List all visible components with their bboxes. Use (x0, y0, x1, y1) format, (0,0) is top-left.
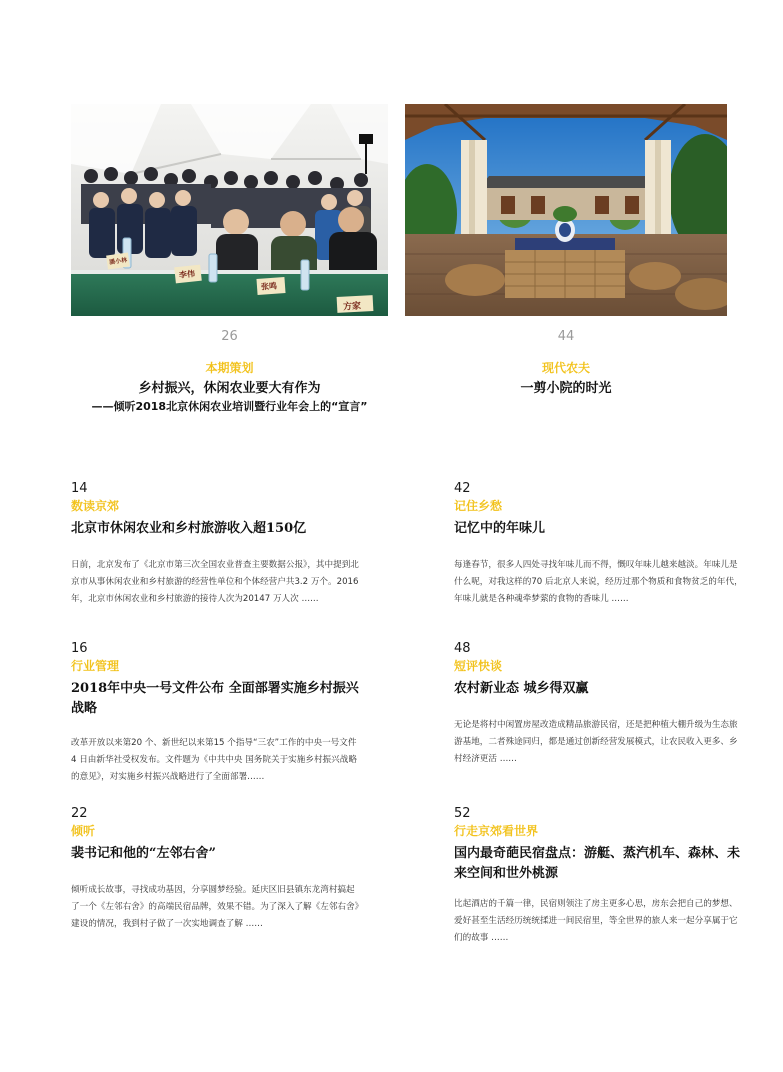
article-entry[interactable] (71, 806, 361, 933)
article-title: 裴书记和他的“左邻右舍” (71, 846, 216, 861)
article-category: 记住乡愁 (454, 499, 503, 513)
article-summary: 无论是将村中闲置房屋改造成精品旅游民宿，还是把种植大棚升级为生态旅游基地，二者殊途同归，都是通过创新经营发展模式，让农民收入更多、乡村经济更活 …… (454, 720, 738, 764)
article-summary: 改革开放以来第20 个、新世纪以来第15 个指导“三农”工作的中央一号文件4 日由新华社受权发布。文件题为《中共中央 国务院关于实施乡村振兴战略的意见》，对实施乡村振兴战略进行了全面部署…… (71, 738, 357, 782)
article-summary: 倾听成长故事，寻找成功基因，分享圆梦经验。延庆区旧县镇东龙湾村搞起了一个《左邻右舍》的高端民宿品牌，效果不错。为了深入了解《左邻右舍》建设的情况，我到村子做了一次实地调查了解 …… (71, 885, 359, 929)
article-summary: 比起酒店的千篇一律，民宿则领注了房主更多心思，房东会把自己的梦想、爱好甚至生活经历统统揉进一间民宿里，等全世界的旅人来一起分享属于它们的故事 …… (454, 899, 738, 943)
article-entry[interactable] (454, 481, 744, 608)
article-entry[interactable] (454, 641, 744, 768)
featured-category: 现代农夫 (541, 361, 590, 375)
article-summary: 日前，北京发布了《北京市第三次全国农业普查主要数据公报》，其中提到北京市从事休闲农业和乡村旅游的经营性单位和个体经营户共3.2 万个。2016 年，北京市休闲农业和乡村旅游的接待人次为20147 万人次 …… (71, 560, 359, 604)
article-title: 国内最奇葩民宿盘点：游艇、蒸汽机车、森林、未来空间和世外桃源 (454, 846, 741, 881)
article-category: 行走京郊看世界 (454, 824, 539, 838)
name-card-4: 方家 (342, 301, 362, 313)
article-entry[interactable] (71, 481, 361, 608)
article-category: 倾听 (71, 824, 96, 838)
article-page-number: 52 (454, 806, 471, 821)
article-category: 短评快谈 (454, 659, 503, 673)
article-entry[interactable] (454, 806, 744, 947)
featured-article-right[interactable] (405, 328, 727, 398)
article-category: 行业管理 (71, 659, 120, 673)
featured-title: 一剪小院的时光 (520, 381, 612, 396)
name-card-1: 潘小林 (108, 256, 128, 267)
featured-title: 乡村振兴，休闲农业要大有作为 (138, 381, 321, 396)
featured-category: 本期策划 (205, 361, 254, 375)
featured-page-number: 44 (557, 329, 575, 344)
article-entry[interactable] (71, 641, 361, 786)
article-page-number: 48 (454, 641, 471, 656)
article-page-number: 42 (454, 481, 471, 496)
article-page-number: 16 (71, 641, 88, 656)
conference-photo (71, 104, 388, 316)
featured-article-left[interactable] (71, 328, 388, 415)
featured-page-number: 26 (221, 329, 238, 344)
article-category: 数读京郊 (71, 499, 120, 513)
article-title: 记忆中的年味儿 (454, 521, 546, 536)
article-page-number: 22 (71, 806, 88, 821)
courtyard-photo-art (405, 104, 727, 316)
article-summary: 每逢春节，很多人四处寻找年味儿而不得，慨叹年味儿越来越淡。年味儿是什么呢，对我这样的70 后北京人来说，经历过那个物质和食物贫乏的年代，年味儿就是各种魂牵梦萦的食物的香味儿 …… (454, 560, 743, 604)
article-page-number: 14 (71, 481, 88, 496)
article-title: 2018年中央一号文件公布 全面部署实施乡村振兴战略 (71, 681, 359, 716)
article-title: 农村新业态 城乡得双赢 (454, 681, 589, 696)
conference-photo-art (71, 104, 388, 316)
courtyard-photo (405, 104, 727, 316)
name-card-2: 李伟 (178, 269, 196, 280)
article-title: 北京市休闲农业和乡村旅游收入超150亿 (71, 521, 307, 536)
name-card-3: 张鸣 (260, 281, 278, 292)
featured-subtitle: ——倾听2018北京休闲农业培训暨行业年会上的“宣言” (91, 400, 368, 413)
